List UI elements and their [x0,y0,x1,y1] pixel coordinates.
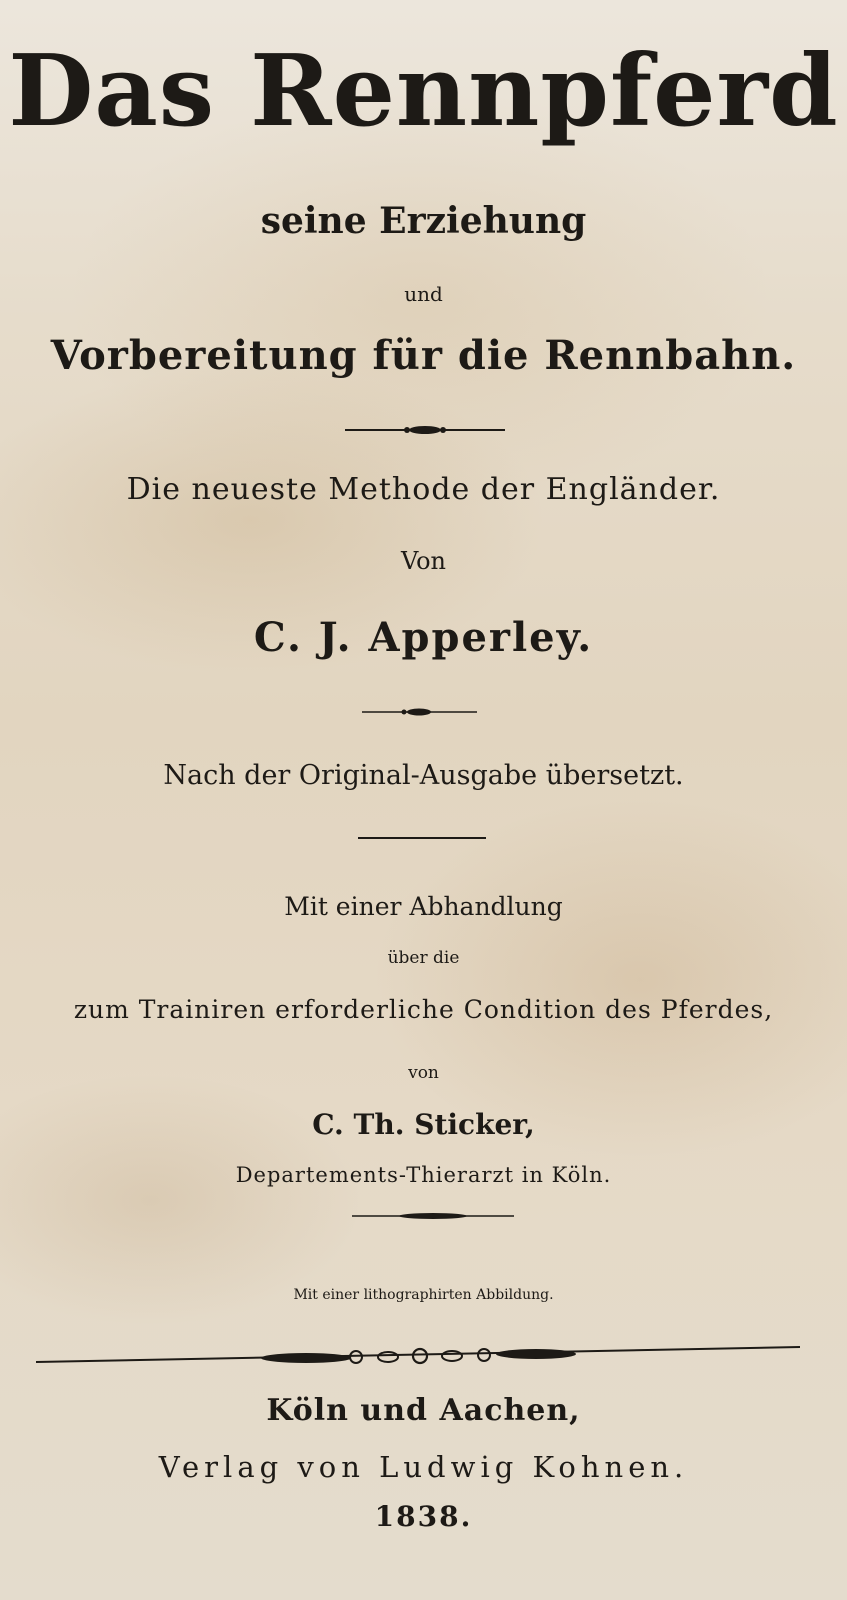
second-author-role: Departements-Thierarzt in Köln. [235,1163,612,1187]
imprint-places: Köln und Aachen, [266,1393,581,1428]
book-title: Das Rennpferd [8,34,839,149]
rule-divider [358,836,486,840]
treatise-line-1: Mit einer Abhandlung [284,892,563,921]
method-line: Die neueste Methode der Engländer. [126,472,721,507]
publisher: Verlag von Ludwig Kohnen. [158,1450,689,1484]
ornament-divider-3 [352,1210,514,1222]
second-author-name: C. Th. Sticker, [312,1108,535,1141]
ornament-divider-1 [345,423,505,437]
ornamental-rule-long [36,1345,800,1371]
subtitle-upbringing: seine Erziehung [260,200,587,242]
by-label-2: von [408,1063,439,1083]
by-label: Von [400,547,447,575]
translation-note: Nach der Original-Ausgabe übersetzt. [163,760,684,791]
conjunction: und [404,282,443,306]
subtitle-preparation: Vorbereitung für die Rennbahn. [50,332,797,379]
illustration-note: Mit einer lithographirten Abbildung. [293,1287,554,1303]
ornament-divider-2 [362,706,477,718]
treatise-line-2: über die [387,948,460,968]
treatise-line-3: zum Trainiren erforderliche Condition des Pferdes, [73,995,774,1024]
author-name: C. J. Apperley. [253,614,594,661]
publication-year: 1838. [374,1500,473,1533]
